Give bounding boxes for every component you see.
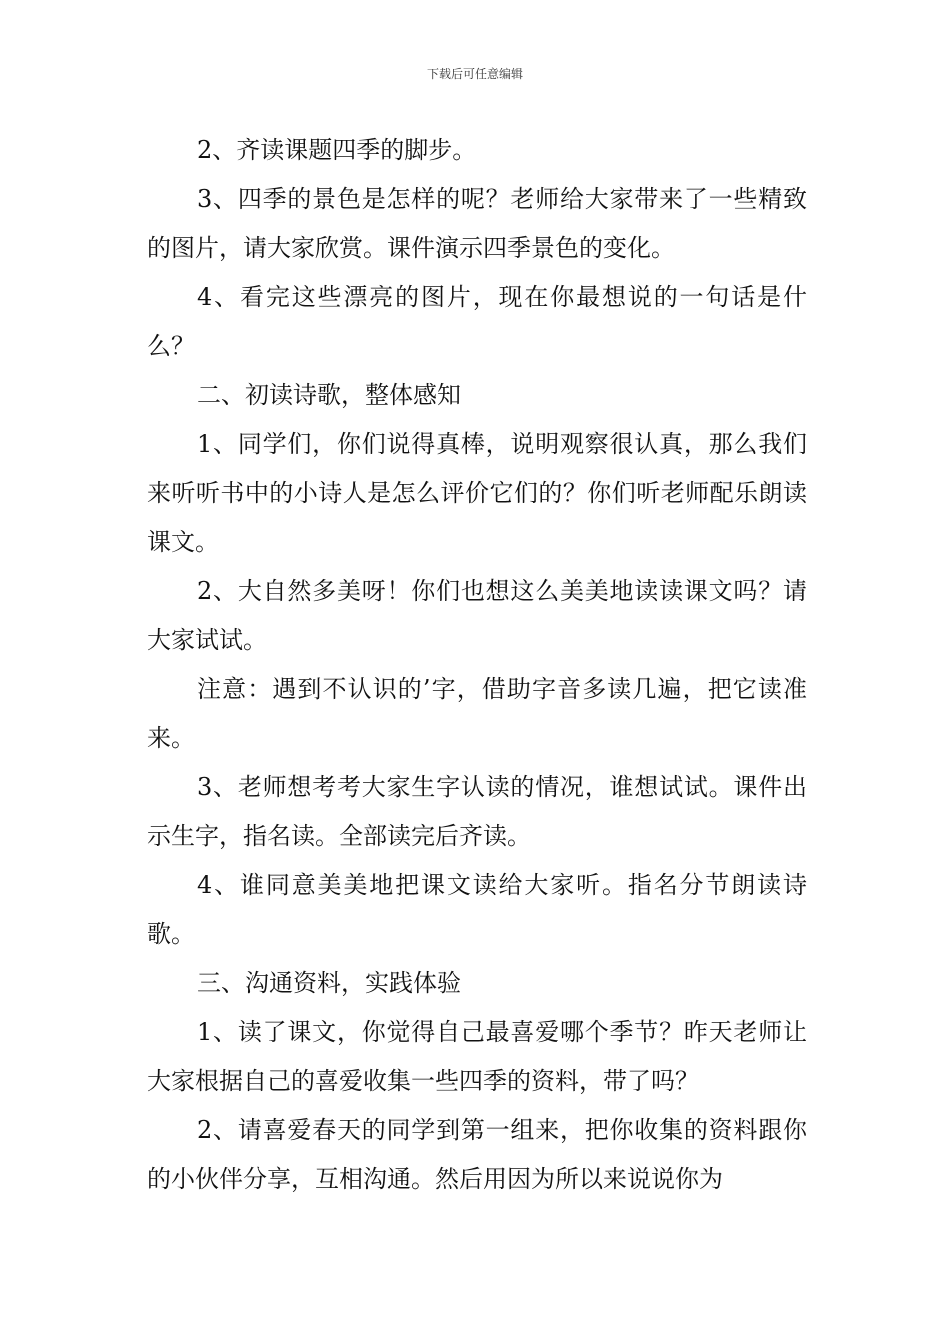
page-header: 下载后可任意编辑 [426, 67, 523, 81]
paragraph-3: 4、看完这些漂亮的图片，现在你最想说的一句话是什么？ [147, 283, 807, 360]
note-paragraph: 注意：遇到不认识的’字，借助字音多读几遍，把它读准来。 [147, 675, 807, 752]
paragraph-4: 1、同学们，你们说得真棒，说明观察很认真，那么我们来听听书中的小诗人是怎么评价它们的？你们听老师配乐朗读课文。 [147, 430, 807, 556]
paragraph-5: 2、大自然多美呀！你们也想这么美美地读读课文吗？请大家试试。 [147, 577, 807, 654]
paragraph-2: 3、四季的景色是怎样的呢？老师给大家带来了一些精致的图片，请大家欣赏。课件演示四季景色的变化。 [147, 185, 807, 262]
paragraph-6: 3、老师想考考大家生字认读的情况，谁想试试。课件出示生字，指名读。全部读完后齐读。 [147, 773, 807, 850]
section-heading-3: 三、沟通资料，实践体验 [197, 969, 461, 997]
paragraph-9: 2、请喜爱春天的同学到第一组来，把你收集的资料跟你的小伙伴分享，互相沟通。然后用因为所以来说说你为 [147, 1116, 807, 1193]
paragraph-1: 2、齐读课题四季的脚步。 [197, 136, 477, 164]
paragraph-8: 1、读了课文，你觉得自己最喜爱哪个季节？昨天老师让大家根据自己的喜爱收集一些四季的资料，带了吗？ [147, 1018, 807, 1095]
paragraph-7: 4、谁同意美美地把课文读给大家听。指名分节朗读诗歌。 [147, 871, 807, 948]
document-body [147, 126, 807, 1204]
section-heading-2: 二、初读诗歌，整体感知 [197, 381, 461, 409]
